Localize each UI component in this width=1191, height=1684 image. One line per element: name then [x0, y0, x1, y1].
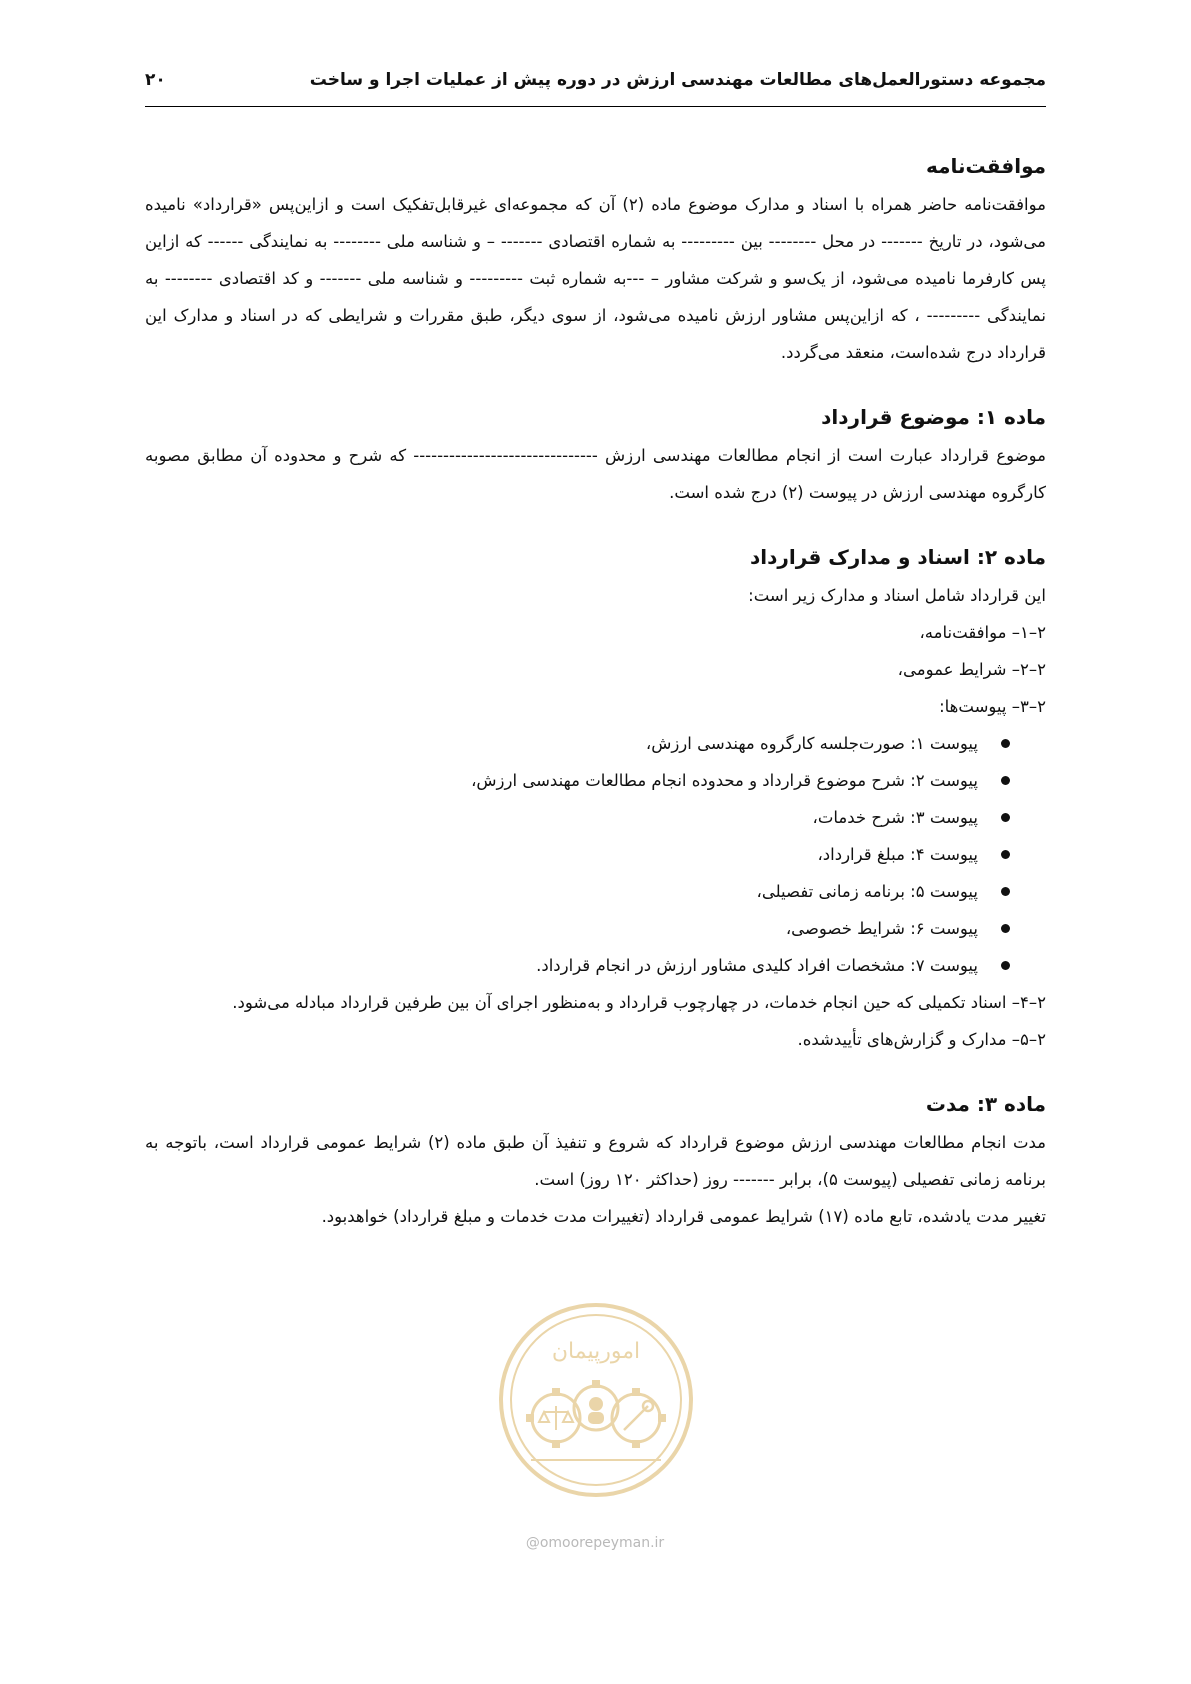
- article2-intro: این قرارداد شامل اسناد و مدارک زیر است:: [748, 586, 1046, 605]
- bullet-icon: [1001, 776, 1010, 785]
- tools-icon: [624, 1401, 653, 1430]
- list-item: [145, 910, 1010, 947]
- appendix-list: [145, 725, 1046, 984]
- article3-body-2: تغییر مدت یادشده، تابع ماده (۱۷) شرایط عمومی قرارداد (تغییرات مدت خدمات و مبلغ قرارداد) خواهدبود.: [321, 1207, 1046, 1226]
- appendix-label: پیوست ۳: شرح خدمات،: [812, 808, 978, 827]
- scales-icon: [539, 1406, 573, 1430]
- appendix-label: پیوست ۶: شرایط خصوصی،: [785, 919, 978, 938]
- bullet-icon: [1001, 813, 1010, 822]
- article3-section: [145, 1084, 1046, 1235]
- person-body-icon: [588, 1412, 604, 1424]
- watermark-logo: [496, 1300, 696, 1500]
- article3-body: مدت انجام مطالعات مهندسی ارزش موضوع قرارداد که شروع و تنفیذ آن طبق ماده (۲) شرایط عمومی قرارداد است، باتوجه به برنامه زمانی تفصیلی (پیوست ۵)، برابر ------- روز (حداکثر ۱۲۰ روز) است.: [145, 1133, 1046, 1189]
- bullet-icon: [1001, 887, 1010, 896]
- appendix-label: پیوست ۲: شرح موضوع قرارداد و محدوده انجام مطالعات مهندسی ارزش،: [471, 771, 978, 790]
- agreement-section: [145, 146, 1046, 371]
- bullet-icon: [1001, 850, 1010, 859]
- article2-item-2: ۲–۲– شرایط عمومی،: [897, 660, 1046, 679]
- page-header: [145, 66, 1046, 107]
- watermark-logo-text: امورپیمان: [551, 1339, 641, 1364]
- bullet-icon: [1001, 739, 1010, 748]
- list-item: [145, 836, 1010, 873]
- article2-item-4: ۲–۴– اسناد تکمیلی که حین انجام خدمات، در چهارچوب قرارداد و به‌منظور اجرای آن بین طرفین قرارداد مبادله می‌شود.: [232, 993, 1046, 1012]
- article2-item-5: ۲–۵– مدارک و گزارش‌های تأییدشده.: [797, 1030, 1046, 1049]
- agreement-body: موافقت‌نامه حاضر همراه با اسناد و مدارک موضوع ماده (۲) آن که مجموعه‌ای غیرقابل‌تفکیک است و ازاین‌پس «قرارداد» نامیده می‌شود، در تاریخ ------- در محل -------- بین --------- به شماره اقتصادی ------- – و شناسه ملی -------- به نمایندگی ------ که ازاین پس کارفرما نامیده می‌شود، از یک‌سو و شرکت مشاور – ---به شماره ثبت --------- و شناسه ملی ------- و کد اقتصادی -------- به نمایندگی --------- ، که ازاین‌پس مشاور ارزش نامیده می‌شود، از سوی دیگر، طبق مقررات و شرایطی که در اسناد و مدارک این قرارداد درج شده‌است، منعقد می‌گردد.: [145, 195, 1046, 362]
- list-item: [145, 725, 1010, 762]
- header-title: مجموعه دستورالعمل‌های مطالعات مهندسی ارزش در دوره پیش از عملیات اجرا و ساخت: [309, 70, 1046, 90]
- agreement-heading: موافقت‌نامه: [926, 154, 1046, 178]
- watermark-url: @omoorepeyman.ir: [525, 1535, 665, 1551]
- article2-item-1: ۲–۱– موافقت‌نامه،: [919, 623, 1046, 642]
- appendix-label: پیوست ۴: مبلغ قرارداد،: [817, 845, 978, 864]
- list-item: [145, 873, 1010, 910]
- list-item: [145, 762, 1010, 799]
- appendix-label: پیوست ۱: صورت‌جلسه کارگروه مهندسی ارزش،: [645, 734, 978, 753]
- appendix-label: پیوست ۵: برنامه زمانی تفصیلی،: [756, 882, 978, 901]
- article1-heading: ماده ۱: موضوع قرارداد: [821, 405, 1046, 429]
- list-item: [145, 947, 1010, 984]
- list-item: [145, 799, 1010, 836]
- appendix-label: پیوست ۷: مشخصات افراد کلیدی مشاور ارزش در انجام قرارداد.: [536, 956, 978, 975]
- person-icon: [589, 1397, 603, 1411]
- bullet-icon: [1001, 961, 1010, 970]
- article2-heading: ماده ۲: اسناد و مدارک قرارداد: [750, 545, 1046, 569]
- article2-item-3: ۲–۳– پیوست‌ها:: [939, 697, 1046, 716]
- article2-section: [145, 537, 1046, 1058]
- article1-section: [145, 397, 1046, 511]
- bullet-icon: [1001, 924, 1010, 933]
- document-body: [145, 146, 1046, 1261]
- page-number: ۲۰: [145, 70, 166, 90]
- article3-heading: ماده ۳: مدت: [925, 1092, 1046, 1116]
- article1-body: موضوع قرارداد عبارت است از انجام مطالعات مهندسی ارزش ------------------------------- که شرح و محدوده آن مطابق مصوبه کارگروه مهندسی ارزش در پیوست (۲) درج شده است.: [145, 446, 1046, 502]
